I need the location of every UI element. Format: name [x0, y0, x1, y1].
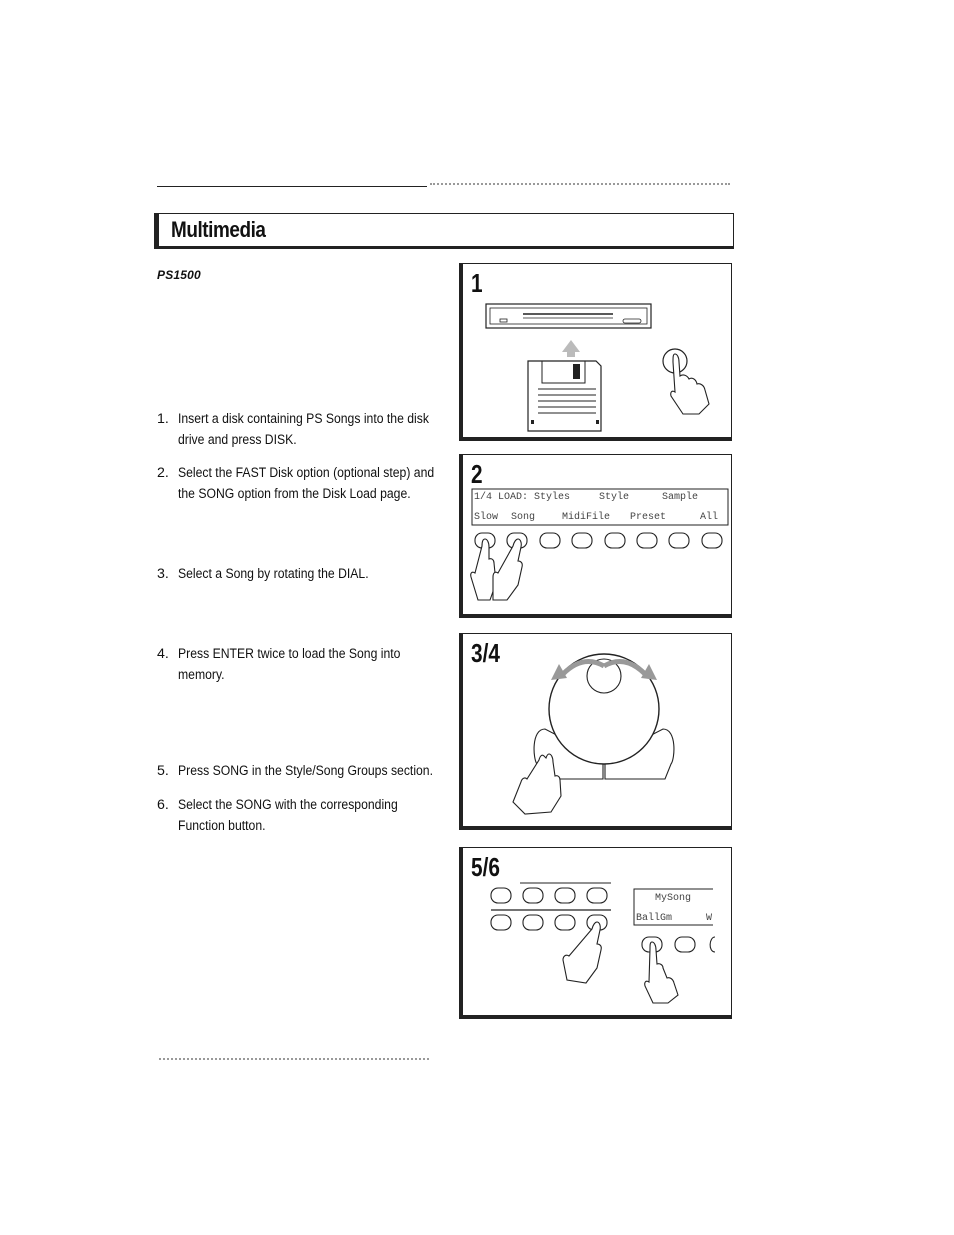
group-button-2[interactable] — [523, 888, 543, 903]
group-button-1[interactable] — [491, 888, 511, 903]
step-number: 3. — [157, 566, 169, 582]
lcd-load-line1-b: Style — [599, 492, 630, 503]
function-button-7[interactable] — [669, 533, 689, 548]
lcd-load-line2-a: Slow — [474, 512, 499, 523]
model-label: PS1500 — [157, 268, 201, 282]
song-function-button-2[interactable] — [675, 937, 695, 952]
step-number: 6. — [157, 797, 169, 813]
panel-label: 3/4 — [471, 638, 500, 668]
illustration-panel-2 — [459, 454, 732, 618]
step-number: 2. — [157, 465, 169, 481]
disk-load-display-illustration — [463, 455, 736, 619]
function-button-4[interactable] — [572, 533, 592, 548]
lcd-load-line2-d: Preset — [630, 512, 667, 523]
lcd-load-line2-b: Song — [511, 512, 536, 523]
header-rule — [157, 186, 427, 187]
function-button-6[interactable] — [637, 533, 657, 548]
group-button-5[interactable] — [491, 915, 511, 930]
step-2 — [157, 463, 435, 505]
illustration-panel-5-6 — [459, 847, 732, 1019]
section-title: Multimedia — [171, 217, 266, 242]
lcd-song-next: W — [706, 913, 713, 924]
group-button-7[interactable] — [555, 915, 575, 930]
dial-illustration — [463, 634, 736, 831]
step-number: 1. — [157, 411, 169, 427]
step-text: Select the SONG with the corresponding Function button. — [178, 797, 398, 834]
step-text: Select the FAST Disk option (optional step) and the SONG option from the Disk Load page. — [178, 465, 435, 502]
step-text: Press ENTER twice to load the Song into memory. — [178, 646, 401, 683]
song-select-illustration — [463, 848, 736, 1020]
function-button-8[interactable] — [702, 533, 722, 548]
group-button-6[interactable] — [523, 915, 543, 930]
step-1 — [157, 409, 432, 451]
footer-dotted-rule — [159, 1058, 429, 1066]
step-number: 5. — [157, 763, 169, 779]
lcd-load-line2-e: All — [700, 512, 719, 523]
lcd-load-line2-c: MidiFile — [562, 512, 611, 523]
panel-label: 1 — [471, 268, 483, 298]
step-text: Insert a disk containing PS Songs into the disk drive and press DISK. — [178, 411, 429, 448]
step-5 — [157, 761, 432, 782]
group-button-3[interactable] — [555, 888, 575, 903]
step-4 — [157, 644, 432, 686]
header-dotted-rule — [430, 183, 730, 191]
lcd-load-line1-c: Sample — [662, 492, 699, 503]
panel-label: 5/6 — [471, 852, 500, 882]
disk-drive-illustration — [463, 264, 736, 442]
step-text: Select a Song by rotating the DIAL. — [178, 566, 369, 582]
group-button-4[interactable] — [587, 888, 607, 903]
section-title-box — [154, 213, 734, 249]
function-button-5[interactable] — [605, 533, 625, 548]
panel-label: 2 — [471, 459, 483, 489]
lcd-load-line1-a: 1/4 LOAD: Styles — [474, 492, 571, 503]
step-text: Press SONG in the Style/Song Groups section. — [178, 763, 433, 779]
step-3 — [157, 564, 432, 585]
step-6 — [157, 795, 432, 837]
lcd-song-name: BallGm — [636, 913, 673, 924]
illustration-panel-1 — [459, 263, 732, 441]
lcd-song-title: MySong — [655, 893, 692, 904]
step-number: 4. — [157, 646, 169, 662]
function-button-3[interactable] — [540, 533, 560, 548]
illustration-panel-3-4 — [459, 633, 732, 830]
